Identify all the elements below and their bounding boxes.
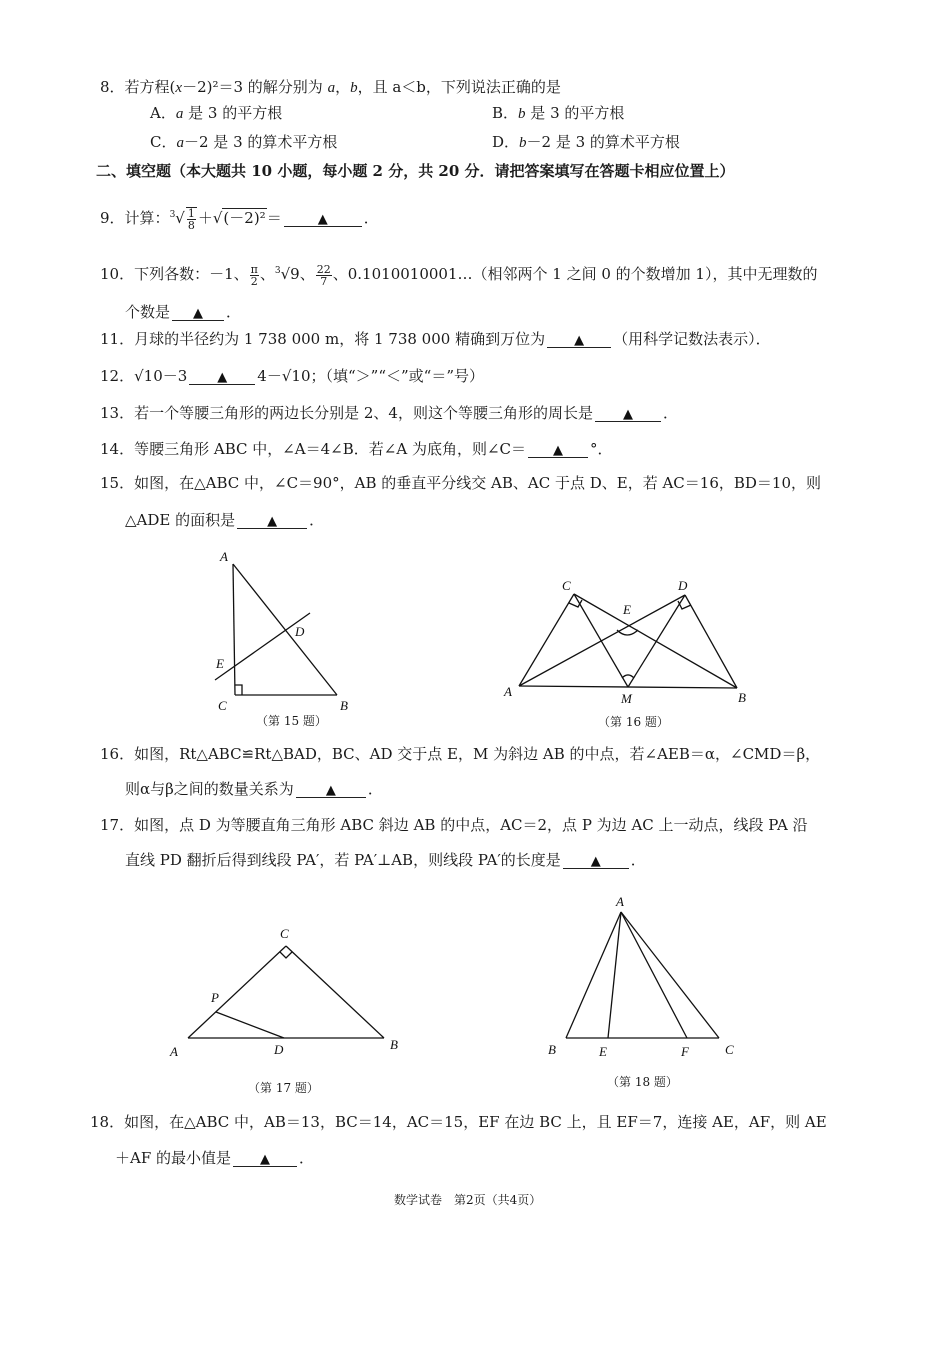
root-index: 3: [274, 266, 281, 276]
numerator: 22: [316, 262, 331, 276]
sep: 、: [299, 265, 315, 283]
triangle-marker-icon: ▲: [260, 1152, 271, 1167]
q12-left-expr: √10－3: [134, 367, 188, 385]
question-16-line2: [125, 779, 383, 799]
q13-text: 若一个等腰三角形的两边长分别是 2、4，则这个等腰三角形的周长是: [134, 404, 593, 422]
denominator: 7: [320, 274, 328, 288]
answer-blank[interactable]: [528, 441, 588, 458]
q9-text: 计算：: [124, 209, 170, 227]
answer-blank[interactable]: [296, 781, 366, 798]
q18-text: 如图，在△ABC 中，AB＝13，BC＝14，AC＝15，EF 在边 BC 上，且 EF＝7，连接 AE，AF，则 AE: [124, 1113, 827, 1131]
triangle-marker-icon: ▲: [317, 212, 328, 227]
question-number: 11．: [100, 330, 135, 348]
question-13: [100, 403, 678, 423]
denominator: 2: [250, 274, 258, 288]
sep: 、: [259, 265, 275, 283]
q8-option-c: [150, 132, 337, 153]
q11-text: （用科学记数法表示）．: [613, 330, 771, 348]
q8-text: 若方程(: [124, 78, 176, 96]
figure-17-diagram: [160, 920, 410, 1065]
label-c: C: [562, 578, 571, 593]
option-label: D．: [492, 133, 520, 151]
figure-15-caption: （第 15 题）: [256, 714, 327, 728]
label-a: A: [504, 684, 512, 699]
figure-18-caption: （第 18 题）: [607, 1075, 678, 1089]
question-9: [100, 205, 379, 231]
q15-text: 如图，在△ABC 中，∠C＝90°，AB 的垂直平分线交 AB、AC 于点 D、E，若 AC＝16，BD＝10，则: [134, 474, 822, 492]
option-var: b: [518, 106, 526, 122]
q8-var-b: b: [350, 80, 358, 96]
option-label: C．: [150, 133, 177, 151]
label-e: E: [623, 602, 631, 617]
question-number: 14．: [100, 440, 135, 458]
radicand: √9: [280, 265, 300, 283]
q8-sep: ，: [335, 78, 351, 96]
numerator: 1: [187, 207, 195, 220]
label-d: D: [295, 624, 305, 639]
punct: ．: [630, 851, 646, 869]
triangle-marker-icon: ▲: [193, 306, 204, 321]
figure-15: [200, 540, 370, 715]
label-a: A: [616, 894, 624, 909]
label-a: A: [220, 549, 228, 564]
option-var: b: [519, 135, 527, 151]
q8-var-x: x: [175, 80, 183, 96]
option-text: －2 是 3 的算术平方根: [526, 133, 680, 151]
q8-option-a: [150, 103, 282, 124]
triangle-marker-icon: ▲: [267, 514, 278, 529]
q18-text: ＋AF 的最小值是: [115, 1149, 232, 1167]
numerator: π: [250, 262, 258, 276]
question-15-line2: [125, 510, 324, 530]
question-16: [100, 744, 820, 764]
plus-sqrt: ＋√: [197, 209, 223, 227]
q17-text: 直线 PD 翻折后得到线段 PA′，若 PA′⊥AB，则线段 PA′的长度是: [125, 851, 561, 869]
q8-option-b: [492, 103, 624, 124]
label-d: D: [274, 1042, 284, 1057]
triangle-marker-icon: ▲: [217, 370, 228, 385]
label-p: P: [211, 990, 219, 1005]
question-number: 13．: [100, 404, 135, 422]
q17-text: 如图，点 D 为等腰直角三角形 ABC 斜边 AB 的中点，AC＝2，点 P 为边 AC 上一动点，线段 PA 沿: [134, 816, 808, 834]
punct: ．: [226, 303, 242, 321]
label-c: C: [725, 1042, 734, 1057]
section-heading: 二、填空题（本大题共 10 小题，每小题 2 分，共 20 分．请把答案填写在答题卡相应位置上）: [96, 162, 735, 180]
question-17-line2: [125, 850, 646, 870]
question-number: 9．: [100, 209, 125, 227]
question-14: [100, 439, 613, 459]
figure-18-diagram: [535, 888, 755, 1063]
option-text: －2 是 3 的算术平方根: [183, 133, 338, 151]
question-10-line2: [125, 302, 241, 322]
label-c: C: [218, 698, 227, 713]
question-18-line2: [115, 1148, 314, 1168]
option-text: 是 3 的平方根: [183, 104, 283, 122]
figure-17-caption: （第 17 题）: [248, 1081, 319, 1095]
answer-blank[interactable]: [233, 1150, 297, 1167]
punct: ．: [662, 404, 678, 422]
denominator: 8: [187, 219, 195, 232]
question-number: 8．: [100, 78, 125, 96]
question-number: 12．: [100, 367, 135, 385]
answer-blank[interactable]: [237, 512, 307, 529]
triangle-marker-icon: ▲: [325, 783, 336, 798]
punct: ．: [363, 209, 379, 227]
answer-blank[interactable]: [563, 852, 629, 869]
radicand: (－2)²: [223, 209, 266, 227]
q14-text: 等腰三角形 ABC 中，∠A＝4∠B．若∠A 为底角，则∠C＝: [134, 440, 526, 458]
q16-text: 则α与β之间的数量关系为: [125, 780, 294, 798]
q8-option-d: [492, 132, 680, 153]
option-label: A．: [150, 104, 176, 122]
question-11: [100, 329, 771, 349]
answer-blank[interactable]: [172, 304, 224, 321]
q11-text: 月球的半径约为 1 738 000 m，将 1 738 000 精确到万位为: [134, 330, 546, 348]
q12-right-expr: 4－√10；（填“＞”“＜”或“＝”号）: [257, 367, 484, 385]
label-b: B: [548, 1042, 556, 1057]
triangle-marker-icon: ▲: [574, 333, 585, 348]
punct: ．: [367, 780, 383, 798]
punct: °．: [590, 440, 613, 458]
radical-sign: √: [175, 209, 185, 227]
question-17: [100, 815, 808, 835]
label-f: F: [681, 1044, 689, 1059]
option-var: a: [176, 135, 184, 151]
q15-text: △ADE 的面积是: [125, 511, 236, 529]
label-b: B: [390, 1037, 398, 1052]
question-8-stem: [100, 77, 561, 98]
label-a: A: [170, 1044, 178, 1059]
q10-text: 下列各数：－1、: [134, 265, 249, 283]
label-e: E: [599, 1044, 607, 1059]
figure-16-diagram: [495, 572, 765, 707]
figure-18: [535, 888, 755, 1063]
q10-text: 、0.1010010001…（相邻两个 1 之间 0 的个数增加 1），其中无理数的: [332, 265, 818, 283]
answer-blank[interactable]: [189, 368, 255, 385]
figure-15-diagram: [200, 540, 370, 715]
question-18: [90, 1112, 827, 1132]
equals: ＝: [266, 209, 282, 227]
answer-blank[interactable]: [595, 405, 661, 422]
punct: ．: [309, 511, 325, 529]
label-d: D: [678, 578, 688, 593]
triangle-marker-icon: ▲: [590, 854, 601, 869]
triangle-marker-icon: ▲: [622, 407, 633, 422]
question-number: 16．: [100, 745, 135, 763]
label-c: C: [280, 926, 289, 941]
punct: ．: [299, 1149, 315, 1167]
q10-text: 个数是: [125, 303, 171, 321]
answer-blank[interactable]: [547, 331, 611, 348]
q16-text: 如图，Rt△ABC≌Rt△BAD，BC、AD 交于点 E，M 为斜边 AB 的中点，若∠AEB＝α，∠CMD＝β，: [134, 745, 821, 763]
figure-17: [160, 920, 410, 1065]
label-b: B: [738, 690, 746, 705]
q8-text: －2)²＝3 的解分别为: [182, 78, 328, 96]
question-number: 15．: [100, 474, 135, 492]
figure-16: [495, 572, 765, 707]
triangle-marker-icon: ▲: [553, 443, 563, 458]
label-m: M: [621, 691, 632, 706]
question-10: [100, 261, 817, 287]
option-var: a: [175, 106, 184, 122]
fraction-22-over-7: [316, 264, 332, 287]
answer-blank[interactable]: [284, 210, 362, 227]
figure-16-caption: （第 16 题）: [598, 715, 669, 729]
question-15: [100, 473, 821, 493]
q8-var-a: a: [327, 80, 336, 96]
fraction: [186, 207, 197, 231]
page-footer: 数学试卷 第2页（共4页）: [394, 1193, 542, 1207]
root-index: 3: [169, 210, 176, 220]
q8-text: ，且 a＜b，下列说法正确的是: [357, 78, 561, 96]
label-e: E: [216, 656, 224, 671]
question-12: [100, 366, 484, 386]
option-text: 是 3 的平方根: [525, 104, 625, 122]
question-number: 10．: [100, 265, 135, 283]
question-number: 18．: [90, 1113, 125, 1131]
label-b: B: [340, 698, 348, 713]
fraction-pi-over-2: [250, 264, 259, 287]
question-number: 17．: [100, 816, 135, 834]
option-label: B．: [492, 104, 519, 122]
